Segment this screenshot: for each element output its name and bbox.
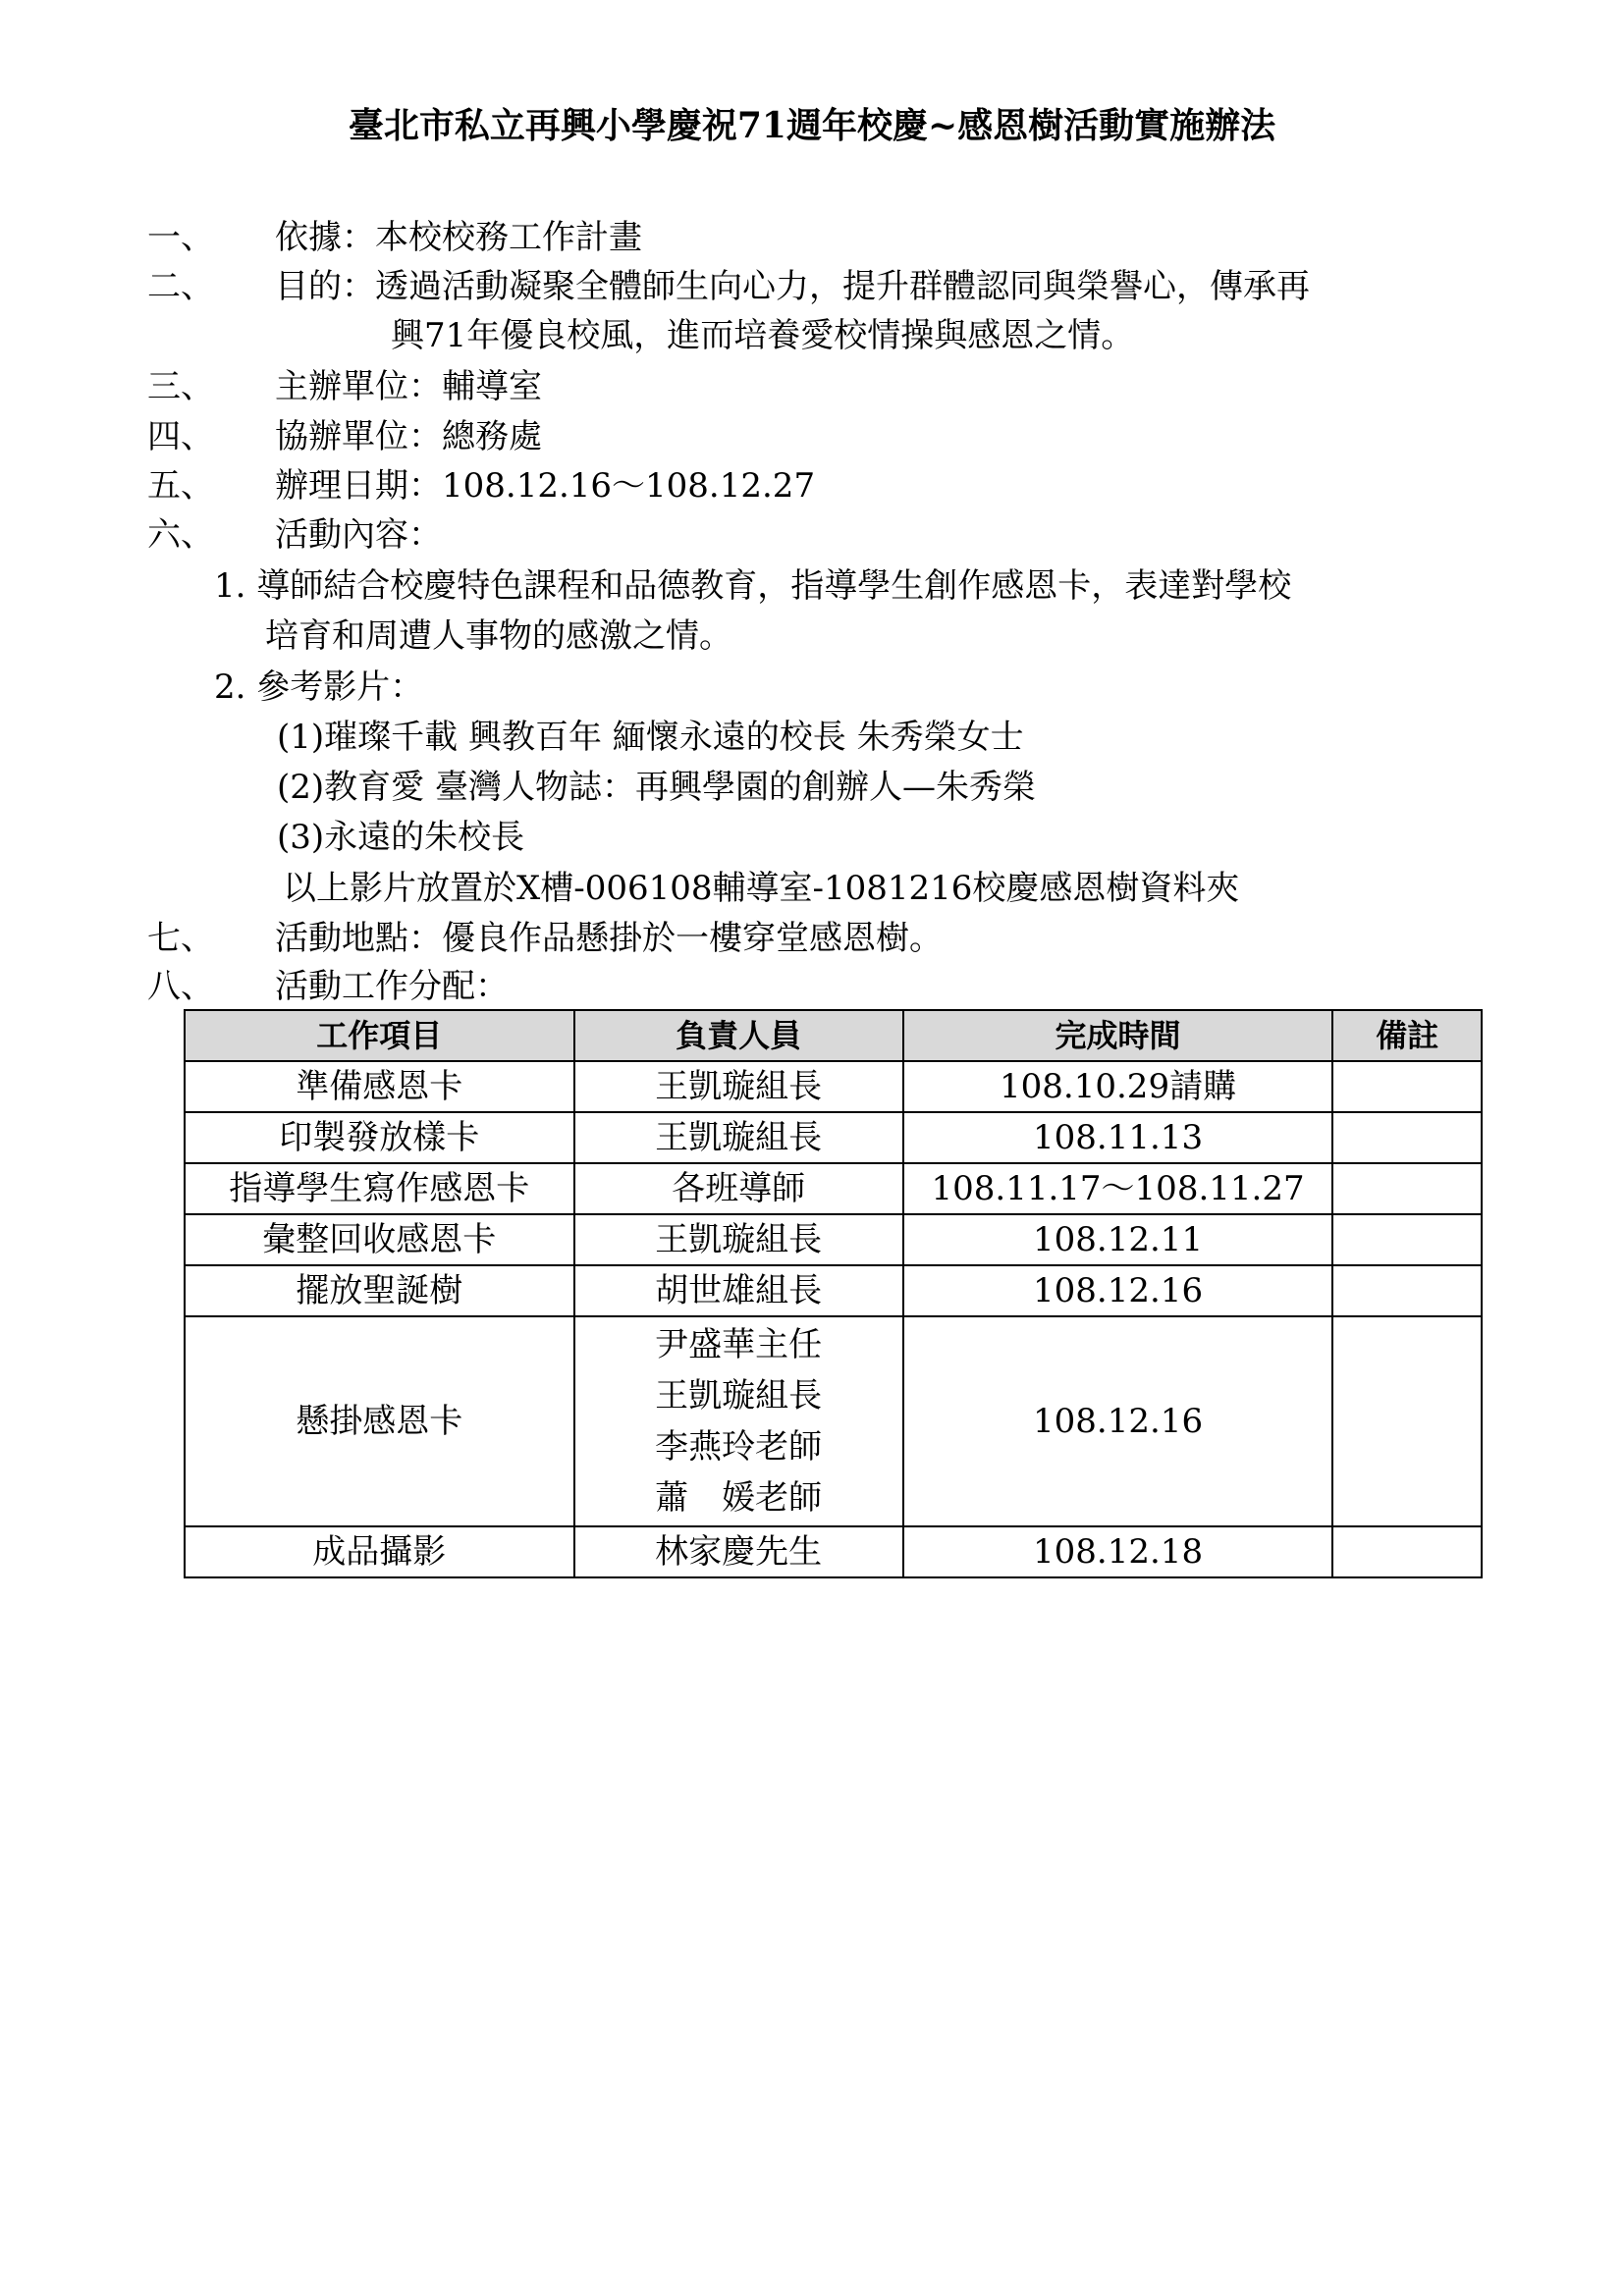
video-item: (3)永遠的朱校長	[277, 818, 525, 857]
staff-name: 王凱璇組長	[655, 1376, 823, 1415]
staff-name: 尹盛華主任	[655, 1325, 823, 1364]
section-co-organizer	[147, 412, 542, 461]
section-location	[147, 914, 943, 963]
section-assignment	[147, 962, 509, 1011]
section-text: 協辦單位：總務處	[275, 417, 542, 456]
header-note: 備註	[1332, 1010, 1482, 1061]
section-text: 活動地點：優良作品懸掛於一樓穿堂感恩樹。	[275, 919, 943, 958]
cell-time: 108.10.29請購	[903, 1061, 1333, 1112]
header-staff: 負責人員	[574, 1010, 903, 1061]
section-number: 四、	[147, 417, 214, 456]
cell-time: 108.12.16	[903, 1316, 1333, 1526]
section-number: 三、	[147, 367, 214, 406]
cell-note	[1332, 1316, 1482, 1526]
section-purpose-continuation: 興71年優良校風，進而培養愛校情操與感恩之情。	[391, 316, 1135, 355]
table-row	[185, 1214, 1482, 1265]
section-text: 活動工作分配：	[275, 967, 509, 1006]
staff-name: 李燕玲老師	[655, 1427, 823, 1467]
section-text: 活動內容：	[275, 515, 442, 555]
cell-staff	[574, 1316, 903, 1526]
section-basis	[147, 213, 642, 262]
video-item: (1)璀璨千載 興教百年 緬懷永遠的校長 朱秀榮女士	[277, 718, 1024, 757]
section-number: 五、	[147, 466, 214, 506]
section-number: 八、	[147, 967, 214, 1006]
cell-staff: 王凱璇組長	[574, 1112, 903, 1163]
video-note: 以上影片放置於X槽-006108輔導室-1081216校慶感恩樹資料夾	[283, 869, 1240, 908]
cell-task: 彙整回收感恩卡	[185, 1214, 574, 1265]
cell-staff: 各班導師	[574, 1163, 903, 1214]
section-text: 辦理日期：108.12.16～108.12.27	[275, 466, 816, 506]
content-item-1-continuation: 培育和周遭人事物的感激之情。	[265, 616, 732, 656]
section-number: 一、	[147, 218, 214, 257]
table-row	[185, 1265, 1482, 1316]
cell-task: 成品攝影	[185, 1526, 574, 1577]
cell-staff: 胡世雄組長	[574, 1265, 903, 1316]
cell-staff: 王凱璇組長	[574, 1214, 903, 1265]
cell-task: 擺放聖誕樹	[185, 1265, 574, 1316]
table-row	[185, 1061, 1482, 1112]
cell-time: 108.12.18	[903, 1526, 1333, 1577]
section-number: 七、	[147, 919, 214, 958]
cell-note	[1332, 1265, 1482, 1316]
cell-time: 108.11.17～108.11.27	[903, 1163, 1333, 1214]
cell-time: 108.11.13	[903, 1112, 1333, 1163]
section-number: 二、	[147, 267, 214, 306]
page-title: 臺北市私立再興小學慶祝71週年校慶~感恩樹活動實施辦法	[348, 105, 1276, 146]
section-text: 目的：透過活動凝聚全體師生向心力，提升群體認同與榮譽心，傳承再	[275, 267, 1310, 306]
content-item-1: 1. 導師結合校慶特色課程和品德教育，指導學生創作感恩卡，表達對學校	[214, 566, 1292, 606]
cell-note	[1332, 1214, 1482, 1265]
staff-name: 蕭 媛老師	[655, 1478, 823, 1518]
section-text: 主辦單位：輔導室	[275, 367, 542, 406]
cell-note	[1332, 1526, 1482, 1577]
section-number: 六、	[147, 515, 214, 555]
header-time: 完成時間	[903, 1010, 1333, 1061]
cell-task: 指導學生寫作感恩卡	[185, 1163, 574, 1214]
section-date	[147, 461, 815, 510]
table-row	[185, 1163, 1482, 1214]
section-purpose	[147, 262, 1310, 311]
work-assignment-table	[184, 1009, 1483, 1578]
section-text: 依據：本校校務工作計畫	[275, 218, 642, 257]
table-header-row	[185, 1010, 1482, 1061]
cell-note	[1332, 1112, 1482, 1163]
cell-task: 準備感恩卡	[185, 1061, 574, 1112]
table-row	[185, 1526, 1482, 1577]
cell-note	[1332, 1061, 1482, 1112]
content-item-2: 2. 參考影片：	[214, 667, 424, 707]
table-row	[185, 1112, 1482, 1163]
section-organizer	[147, 362, 542, 411]
cell-time: 108.12.11	[903, 1214, 1333, 1265]
cell-time: 108.12.16	[903, 1265, 1333, 1316]
cell-staff: 林家慶先生	[574, 1526, 903, 1577]
cell-note	[1332, 1163, 1482, 1214]
cell-staff: 王凱璇組長	[574, 1061, 903, 1112]
header-task: 工作項目	[185, 1010, 574, 1061]
table-row	[185, 1316, 1482, 1526]
cell-task: 懸掛感恩卡	[185, 1316, 574, 1526]
video-item: (2)教育愛 臺灣人物誌：再興學園的創辦人—朱秀榮	[277, 768, 1036, 807]
cell-task: 印製發放樣卡	[185, 1112, 574, 1163]
section-content	[147, 510, 442, 560]
